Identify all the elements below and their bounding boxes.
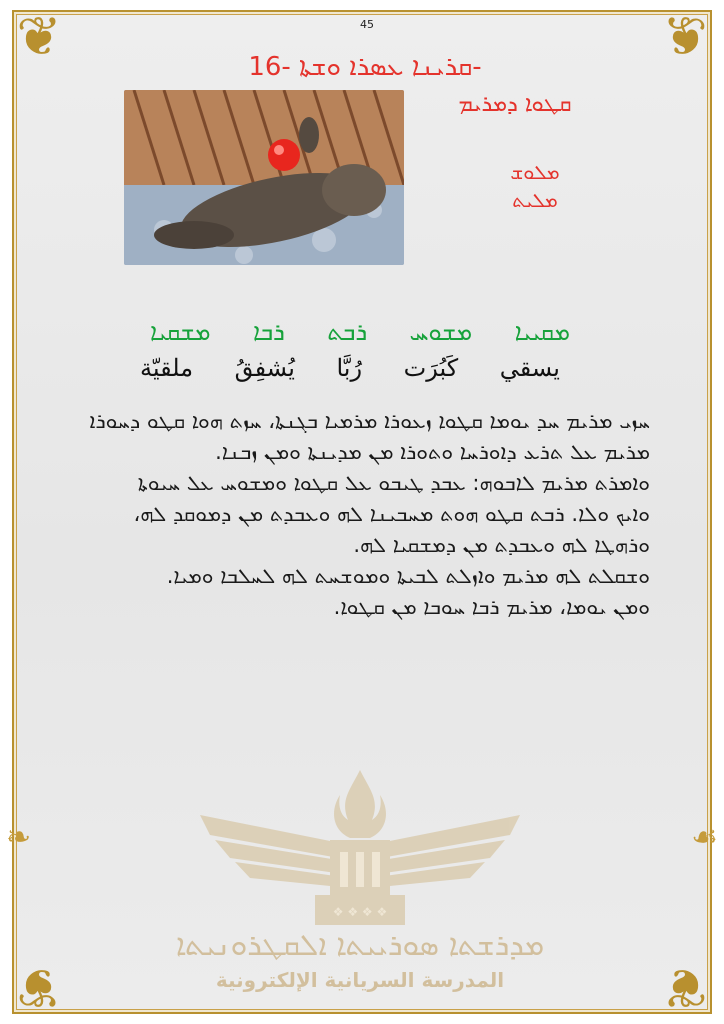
school-name-arabic: المدرسة السريانية الإلكترونية: [215, 968, 505, 992]
corner-ornament: ❦: [16, 956, 62, 1019]
corner-ornament: ❦: [16, 5, 62, 68]
vocab-arabic-word: كَبُرَت: [403, 354, 459, 382]
vocab-syriac-word: ܡܩܝܝܐ: [514, 318, 570, 346]
school-logo-watermark: [190, 760, 530, 935]
story-line: ܘܪܗܛܐ ܠܗ ܘܥܒܕܬ ܡܢ ܕܡܫܩܝܐ ܠܗ.: [353, 533, 650, 557]
lesson-title: ܩܪܝܢܐ ܥܣܪܐ ܘܫܬܐ -16-: [248, 52, 482, 82]
vocab-syriac-word: ܪܒܐ: [252, 318, 285, 346]
story-line: ܘܐܡܪܬ ܡܪܝܡ ܠܐܒܘܗ: ܥܒܕ ܛܝܒܘ ܥܠ ܩܛܘܐ ܘܡܫܘܚ ܥܠ ܚܝܘܬܐ: [137, 471, 650, 495]
cat-photo: [124, 90, 404, 265]
story-line: ܡܪܝܡ ܥܠ ܬܪܥ ܕܐܘܪܚܐ ܘܬܘܪܐ ܡܢ ܡܕܝܢܬܐ ܘܡܢ ܙܒܢܐ.: [215, 440, 650, 464]
vocab-arabic-word: يسقي: [499, 354, 560, 382]
vocab-arabic-word: يُشفِقُ: [234, 354, 295, 382]
story-line: ܘܡܢ ܝܘܡܐ، ܡܪܝܡ ܪܒܐ ܚܘܒܐ ܡܢ ܩܛܘܐ.: [333, 595, 650, 619]
side-ornament: ☙: [691, 820, 718, 855]
side-ornament: ❧: [6, 820, 32, 855]
corner-ornament: ❦: [662, 5, 708, 68]
side-note: [500, 158, 570, 214]
school-name-syriac: ܡܕܪܫܬܐ ܣܘܪܝܝܬܐ ܐܠܩܛܪܘܢܝܬܐ: [175, 928, 545, 963]
page-number: 45: [360, 18, 374, 31]
vocab-syriac-row: [150, 318, 570, 346]
vocab-syriac-word: ܡܫܩܝܐ: [150, 318, 211, 346]
vocab-syriac-word: ܪܒܬ: [327, 318, 368, 346]
story-line: ܘܫܩܠܬ ܠܗ ܡܪܝܡ ܘܐܙܠܬ ܠܒܝܬܐ ܘܡܘܫܚܬ ܠܗ ܠܚܠܒܐ ܘܡܝܐ.: [166, 564, 650, 588]
lesson-subtitle: ܩܛܘܐ ܕܡܪܝܡ: [458, 92, 572, 117]
vocab-arabic-word: ملقيّة: [140, 354, 194, 382]
vocab-syriac-word: ܡܫܘܚ: [409, 318, 473, 346]
corner-ornament: ❦: [662, 956, 708, 1019]
vocab-arabic-row: [140, 354, 560, 382]
story-line: ܘܐܝܟ ܘܠܐ. ܪܒܬ ܩܛܘ ܗܘܬ ܡܚܒܝܢܐ ܠܗ ܘܥܒܕܬ ܡܢ ܕܡܘܩܕ ܠܗ،: [133, 502, 650, 526]
svg-text:❖ ❖ ❖ ❖: ❖ ❖ ❖ ❖: [332, 905, 388, 919]
side-note-line: ܡܠܝܬ: [512, 188, 558, 212]
story-text: [70, 406, 650, 623]
story-line: ܚܙܝ ܡܪܝܡ ܚܕ ܝܘܡܐ ܩܛܘܐ ܙܥܘܪܐ ܡܪܡܝܐ ܒܓܢܬܐ، ܚܙܬ ܗܘܐ ܩܛܘ ܕܚܘܪܐ: [89, 409, 650, 433]
vocab-arabic-word: رُبَّا: [336, 354, 363, 382]
side-note-line: ܡܠܘܫ: [510, 160, 560, 184]
